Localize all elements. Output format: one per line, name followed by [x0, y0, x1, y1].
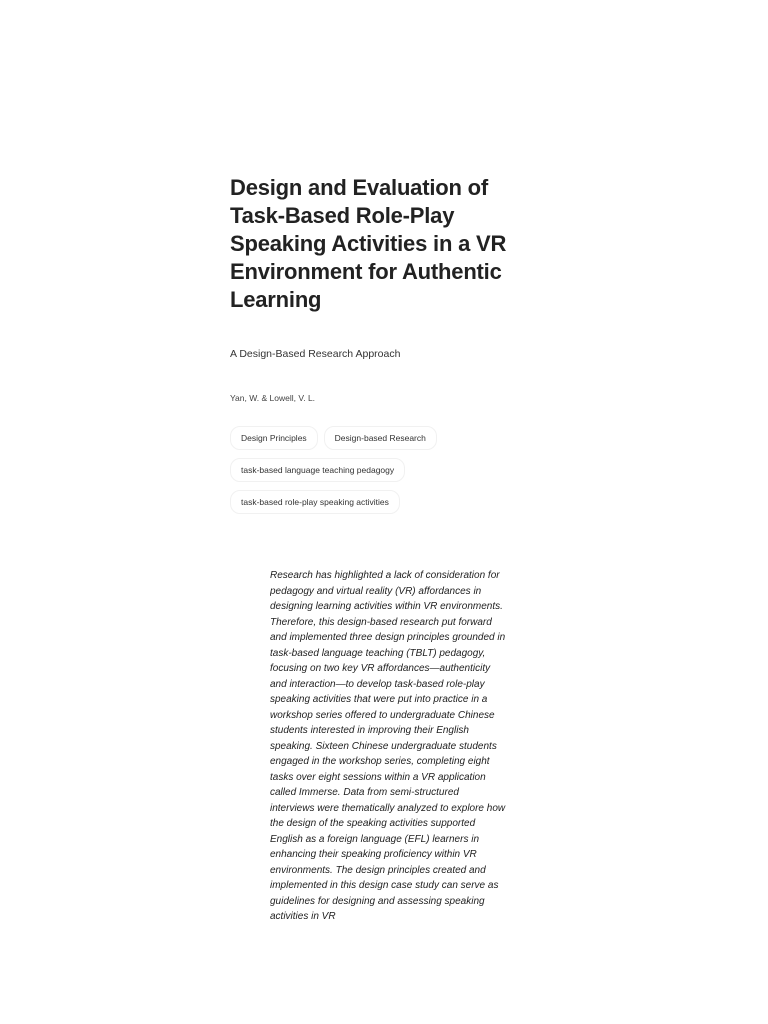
article-authors: Yan, W. & Lowell, V. L. — [230, 393, 316, 403]
article-title: Design and Evaluation of Task-Based Role-Play Speaking Activities in a VR Environment for Authentic Learning — [230, 175, 507, 312]
keyword-chip-role-play-activities[interactable]: task-based role-play speaking activities — [230, 490, 400, 514]
article-header — [230, 174, 520, 514]
keyword-chip-design-principles[interactable]: Design Principles — [230, 426, 318, 450]
article-abstract: Research has highlighted a lack of consideration for pedagogy and virtual reality (VR) affordances in designing learning activities within VR environments. Therefore, this design-based research put forward and implemented three design principles grounded in task-based language teaching (TBLT) pedagogy, focusing on two key VR affordances—authenticity and interaction—to develop task-based role-play speaking activities that were put into practice in a workshop series offered to undergraduate Chinese students interested in improving their English speaking. Sixteen Chinese undergraduate students engaged in the workshop series, completing eight tasks over eight sessions within a VR application called Immerse. Data from semi-structured interviews were thematically analyzed to explore how the design of the speaking activities supported English as a foreign language (EFL) learners in enhancing their speaking proficiency within VR environments. The design principles created and implemented in this design case study can serve as guidelines for designing and assessing speaking activities in VR — [270, 570, 506, 922]
article-subtitle: A Design-Based Research Approach — [230, 348, 401, 360]
keyword-chip-tblt-pedagogy[interactable]: task-based language teaching pedagogy — [230, 458, 405, 482]
keyword-chip-design-based-research[interactable]: Design-based Research — [324, 426, 437, 450]
keyword-list — [230, 426, 450, 514]
